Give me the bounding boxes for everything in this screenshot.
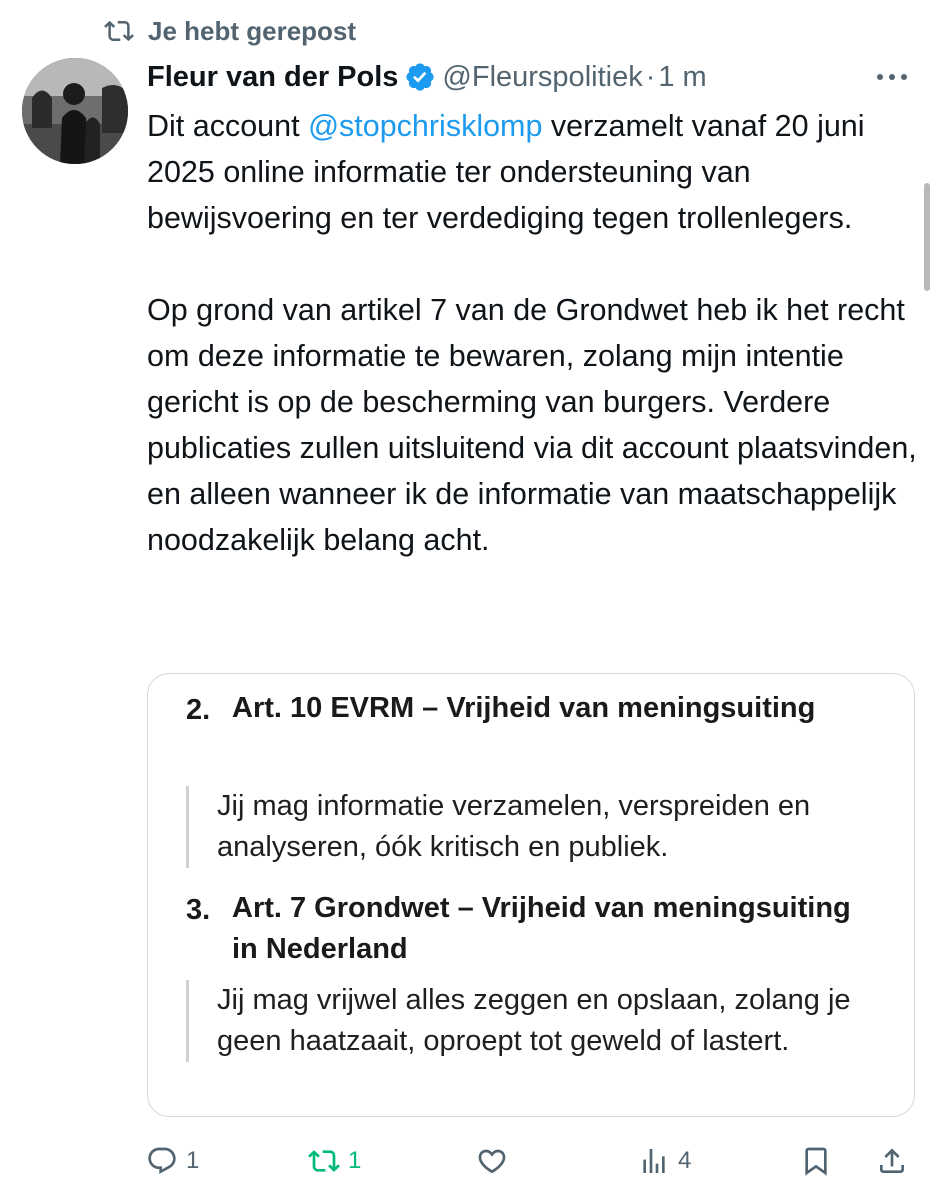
author-handle[interactable]: @Fleurspolitiek — [442, 60, 643, 93]
repost-banner — [104, 14, 356, 48]
timestamp[interactable]: 1 m — [658, 60, 707, 93]
heart-icon — [476, 1145, 508, 1177]
like-button[interactable] — [476, 1138, 508, 1184]
repost-banner-label: Je hebt gerepost — [148, 15, 357, 46]
bookmark-button[interactable] — [800, 1138, 832, 1184]
author-name[interactable]: Fleur van der Pols — [147, 60, 399, 93]
separator-dot: · — [645, 60, 656, 93]
item-quote: Jij mag vrijwel alles zeggen en opslaan, zolang je geen haatzaait, oproept tot geweld of lastert. — [186, 980, 866, 1062]
views-count: 4 — [678, 1147, 692, 1174]
share-button[interactable] — [876, 1138, 908, 1184]
reply-count: 1 — [186, 1147, 200, 1174]
repost-button[interactable] — [308, 1138, 361, 1184]
avatar-photo — [22, 58, 128, 164]
media-image[interactable] — [147, 673, 915, 1117]
repost-icon — [308, 1145, 340, 1177]
share-icon — [876, 1145, 908, 1177]
views-icon — [638, 1145, 670, 1177]
scrollbar[interactable] — [924, 183, 930, 291]
item-number: 2. — [186, 694, 211, 726]
verified-badge-icon — [404, 61, 436, 93]
repost-icon — [104, 16, 134, 46]
item-quote: Jij mag informatie verzamelen, verspreiden en analyseren, óók kritisch en publiek. — [186, 786, 866, 868]
tweet-header — [147, 56, 858, 98]
more-icon — [876, 73, 908, 81]
tweet-paragraph-1 — [147, 103, 923, 241]
more-options-button[interactable] — [872, 62, 912, 92]
item-title: Art. 10 EVRM – Vrijheid van meningsuiting — [232, 692, 816, 724]
views-button[interactable] — [638, 1138, 691, 1184]
tweet-paragraph-2: Op grond van artikel 7 van de Grondwet heb ik het recht om deze informatie te bewaren, zolang mijn intentie gericht is op de bescherming van burgers. Verdere publicaties zullen uitsluitend via dit account plaatsvinden, en alleen wanneer ik de informatie van maatschappelijk noodzakelijk belang acht. — [147, 293, 917, 557]
avatar[interactable] — [22, 58, 128, 164]
reply-button[interactable] — [146, 1138, 199, 1184]
action-bar — [146, 1138, 916, 1184]
tweet-text-segment: Dit account — [147, 109, 309, 143]
bookmark-icon — [800, 1145, 832, 1177]
reply-icon — [146, 1145, 178, 1177]
item-number: 3. — [186, 894, 211, 926]
tweet-text — [147, 103, 923, 563]
mention-link[interactable]: @stopchrisklomp — [308, 109, 543, 143]
repost-count: 1 — [348, 1147, 362, 1174]
item-title: Art. 7 Grondwet – Vrijheid van meningsuiting in Nederland — [232, 892, 851, 965]
tweet-text-segment: verzamelt vanaf 20 juni 2025 online informatie ter ondersteuning van bewijsvoering en ter verdediging tegen trollenlegers. — [147, 109, 865, 235]
